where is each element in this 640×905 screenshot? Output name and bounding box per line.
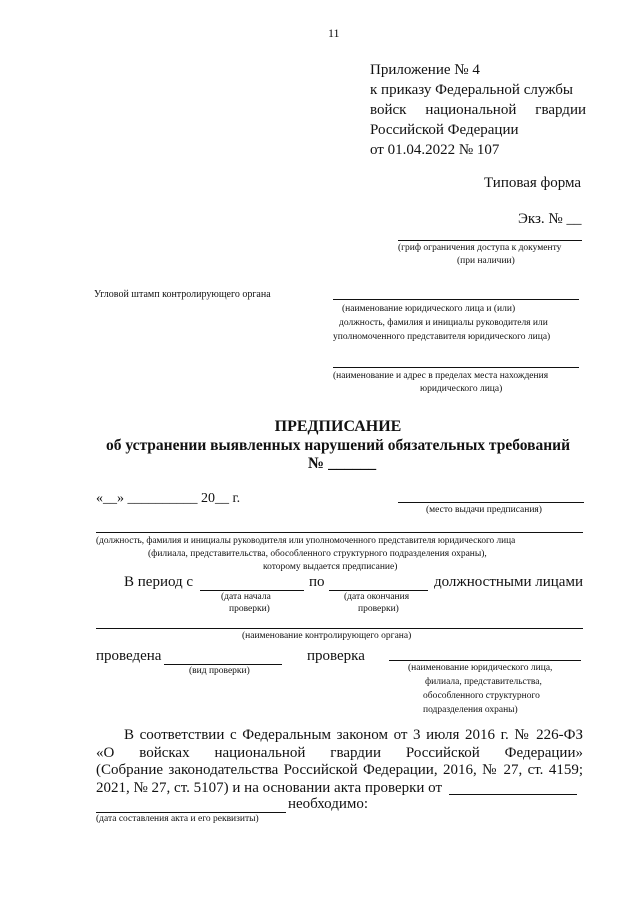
- document-title: ПРЕДПИСАНИЕ: [274, 418, 402, 435]
- entity-caption: обособленного структурного: [423, 691, 540, 701]
- official-caption: которому выдается предписание): [263, 562, 398, 572]
- act-caption: (дата составления акта и его реквизиты): [96, 814, 259, 824]
- org-caption: уполномоченного представителя юридического лица): [333, 332, 551, 342]
- appendix-line: от 01.04.2022 № 107: [370, 142, 500, 158]
- official-caption: (должность, фамилия и инициалы руководителя или уполномоченного представителя юридического лица: [96, 536, 516, 546]
- entity-caption: (наименование юридического лица,: [408, 663, 553, 673]
- official-caption: (филиала, представительства, обособленного структурного подразделения охраны),: [148, 549, 487, 559]
- paragraph-line: (Собрание законодательства Российской Федерации, 2016, № 27, ст. 4159;: [96, 762, 583, 778]
- period-end-text: должностными лицами: [434, 574, 583, 590]
- end-caption: проверки): [358, 604, 399, 614]
- paragraph-line: В соответствии с Федеральным законом от 3 июля 2016 г. № 226-ФЗ: [124, 727, 583, 743]
- entity-caption: подразделения охраны): [423, 705, 518, 715]
- appendix-title: Приложение № 4: [370, 62, 480, 78]
- necessary-text: необходимо:: [288, 796, 369, 812]
- start-caption: (дата начала: [221, 592, 271, 602]
- end-date-line: [329, 590, 428, 591]
- appendix-line: войск национальной гвардии: [370, 102, 586, 118]
- authority-caption: (наименование контролирующего органа): [242, 631, 412, 641]
- copy-number: Экз. № __: [518, 211, 582, 227]
- body-paragraph: [96, 727, 583, 797]
- check-type-line: [164, 664, 282, 665]
- page-number: 11: [328, 26, 340, 40]
- start-caption: проверки): [229, 604, 270, 614]
- official-line: [96, 532, 583, 533]
- paragraph-line: 2021, № 27, ст. 5107) и на основании акта проверки от: [96, 779, 443, 796]
- form-type: Типовая форма: [484, 175, 582, 191]
- document-number: № ______: [308, 455, 377, 472]
- act-date-line: [449, 794, 577, 795]
- appendix-line: к приказу Федеральной службы: [370, 82, 574, 98]
- check-text: проверка: [307, 648, 365, 664]
- restriction-caption: (гриф ограничения доступа к документу: [398, 243, 562, 253]
- appendix-line: Российской Федерации: [370, 122, 519, 138]
- period-middle-text: по: [309, 574, 325, 590]
- period-start-text: В период с: [124, 574, 194, 590]
- entity-caption: филиала, представительства,: [425, 677, 542, 687]
- address-caption: юридического лица): [420, 384, 503, 394]
- issue-date: «__» __________ 20__ г.: [96, 491, 241, 506]
- address-caption: (наименование и адрес в пределах места нахождения: [333, 371, 549, 381]
- act-details-line: [96, 812, 286, 813]
- authority-line: [96, 628, 583, 629]
- address-line: [333, 367, 579, 368]
- appendix-block: [370, 60, 586, 160]
- end-caption: (дата окончания: [344, 592, 410, 602]
- org-line: [333, 299, 579, 300]
- conducted-text: проведена: [96, 648, 162, 664]
- place-caption: (место выдачи предписания): [426, 505, 542, 515]
- place-line: [398, 502, 584, 503]
- restriction-line: [398, 240, 582, 241]
- org-caption: должность, фамилия и инициалы руководителя или: [339, 318, 548, 328]
- paragraph-line: «О войсках национальной гвардии Российской Федерации»: [96, 744, 583, 761]
- start-date-line: [200, 590, 304, 591]
- document-subtitle: об устранении выявленных нарушений обязательных требований: [105, 437, 571, 454]
- org-caption: (наименование юридического лица и (или): [342, 304, 516, 314]
- entity-line: [389, 660, 581, 661]
- restriction-caption-2: (при наличии): [457, 256, 515, 266]
- stamp-label: Угловой штамп контролирующего органа: [94, 289, 271, 300]
- check-type-caption: (вид проверки): [189, 666, 250, 676]
